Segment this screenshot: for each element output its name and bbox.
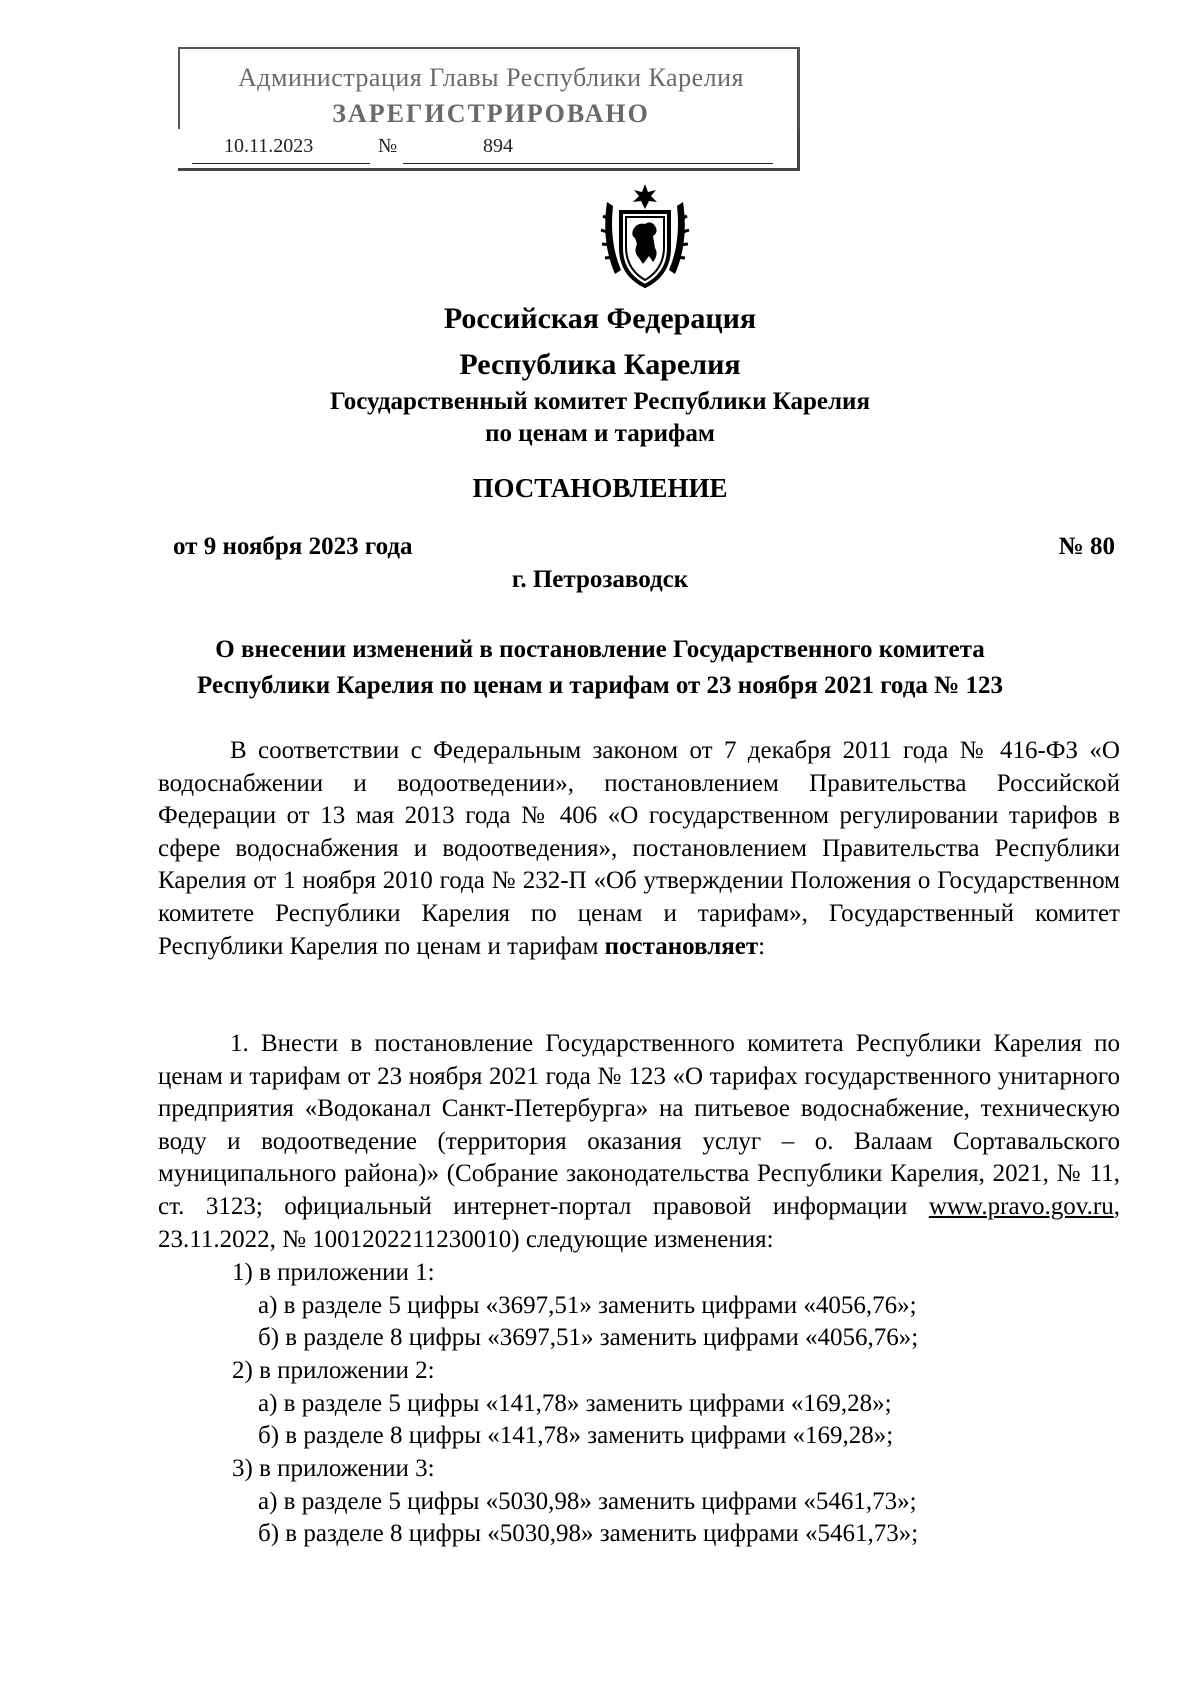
appendix-2-item: 2) в приложении 2: <box>232 1357 435 1384</box>
stamp-registration-row <box>178 129 798 169</box>
stamp-number-label: № <box>378 135 398 157</box>
stamp-number: 894 <box>483 135 513 157</box>
item-1-text: 1. Внести в постановление Государственного комитета Республики Карелия по ценам и тарифам от 23 ноября 2021 года № 123 «О тарифах государственного унитарного предприятия «Водоканал Санкт-Петербурга» на питьевое водоснабжение, техническую воду и водоотведение (территория оказания услуг – о. Валаам Сортавальского муниципального района)» (Собрание законодательства Республики Карелия, 2021, № 11, ст. 3123; официальный интернет-портал правовой информации <box>158 1030 1120 1220</box>
stamp-authority: Администрация Главы Республики Карелия <box>238 63 744 92</box>
document-type: ПОСТАНОВЛЕНИЕ <box>472 473 728 503</box>
committee-heading-line2: по ценам и тарифам <box>485 420 715 447</box>
document-title-line2: Республики Карелия по ценам и тарифам от 23 ноября 2021 года № 123 <box>197 672 1003 699</box>
preamble-text: В соответствии с Федеральным законом от 7 декабря 2011 года № 416-ФЗ «О водоснабжении и водоотведении», постановлением Правительства Российской Федерации от 13 мая 2013 года № 406 «О государственном регулировании тарифов в сфере водоснабжения и водоотведения», постановлением Правительства Республики Карелия от 1 ноября 2010 года № 232-П «Об утверждении Положения о Государственном комитете Республики Карелия по ценам и тарифам», Государственный комитет Республики Карелия по ценам и тарифам <box>158 737 1120 960</box>
document-title-line1: О внесении изменений в постановление Государственного комитета <box>215 636 985 663</box>
appendix-1-sub-a: а) в разделе 5 цифры «3697,51» заменить цифрами «4056,76»; <box>258 1292 917 1319</box>
appendix-3-sub-a: а) в разделе 5 цифры «5030,98» заменить цифрами «5461,73»; <box>258 1488 917 1515</box>
preamble-paragraph <box>158 735 1120 963</box>
country-heading: Российская Федерация <box>443 302 757 335</box>
appendix-1-item: 1) в приложении 1: <box>232 1259 435 1286</box>
appendix-3-sub-b: б) в разделе 8 цифры «5030,98» заменить цифрами «5461,73»; <box>258 1520 919 1547</box>
item-1-tail: , 23.11.2022, № 1001202211230010) следующие изменения: <box>158 1192 1120 1253</box>
pravo-link[interactable]: www.pravo.gov.ru <box>928 1192 1114 1220</box>
stamp-registered: ЗАРЕГИСТРИРОВАНО <box>332 99 650 128</box>
karelia-coat-of-arms-icon <box>597 182 693 292</box>
document-number: № 80 <box>1058 533 1115 560</box>
item-1-paragraph <box>158 1028 1120 1256</box>
republic-heading: Республика Карелия <box>459 348 741 381</box>
document-date: от 9 ноября 2023 года <box>173 533 413 560</box>
stamp-number-underline <box>403 163 773 164</box>
registration-stamp <box>178 47 800 171</box>
appendix-2-sub-a: а) в разделе 5 цифры «141,78» заменить цифрами «169,28»; <box>258 1390 892 1417</box>
preamble-decision-word: постановляет <box>604 932 759 960</box>
stamp-date: 10.11.2023 <box>224 135 314 157</box>
preamble-colon: : <box>758 932 766 960</box>
committee-heading-line1: Государственный комитет Республики Карелия <box>330 388 870 415</box>
document-city: г. Петрозаводск <box>511 566 689 593</box>
appendix-3-item: 3) в приложении 3: <box>232 1455 435 1482</box>
stamp-frame <box>178 47 800 129</box>
stamp-date-underline <box>192 163 370 164</box>
appendix-2-sub-b: б) в разделе 8 цифры «141,78» заменить цифрами «169,28»; <box>258 1422 894 1449</box>
appendix-1-sub-b: б) в разделе 8 цифры «3697,51» заменить цифрами «4056,76»; <box>258 1324 919 1351</box>
